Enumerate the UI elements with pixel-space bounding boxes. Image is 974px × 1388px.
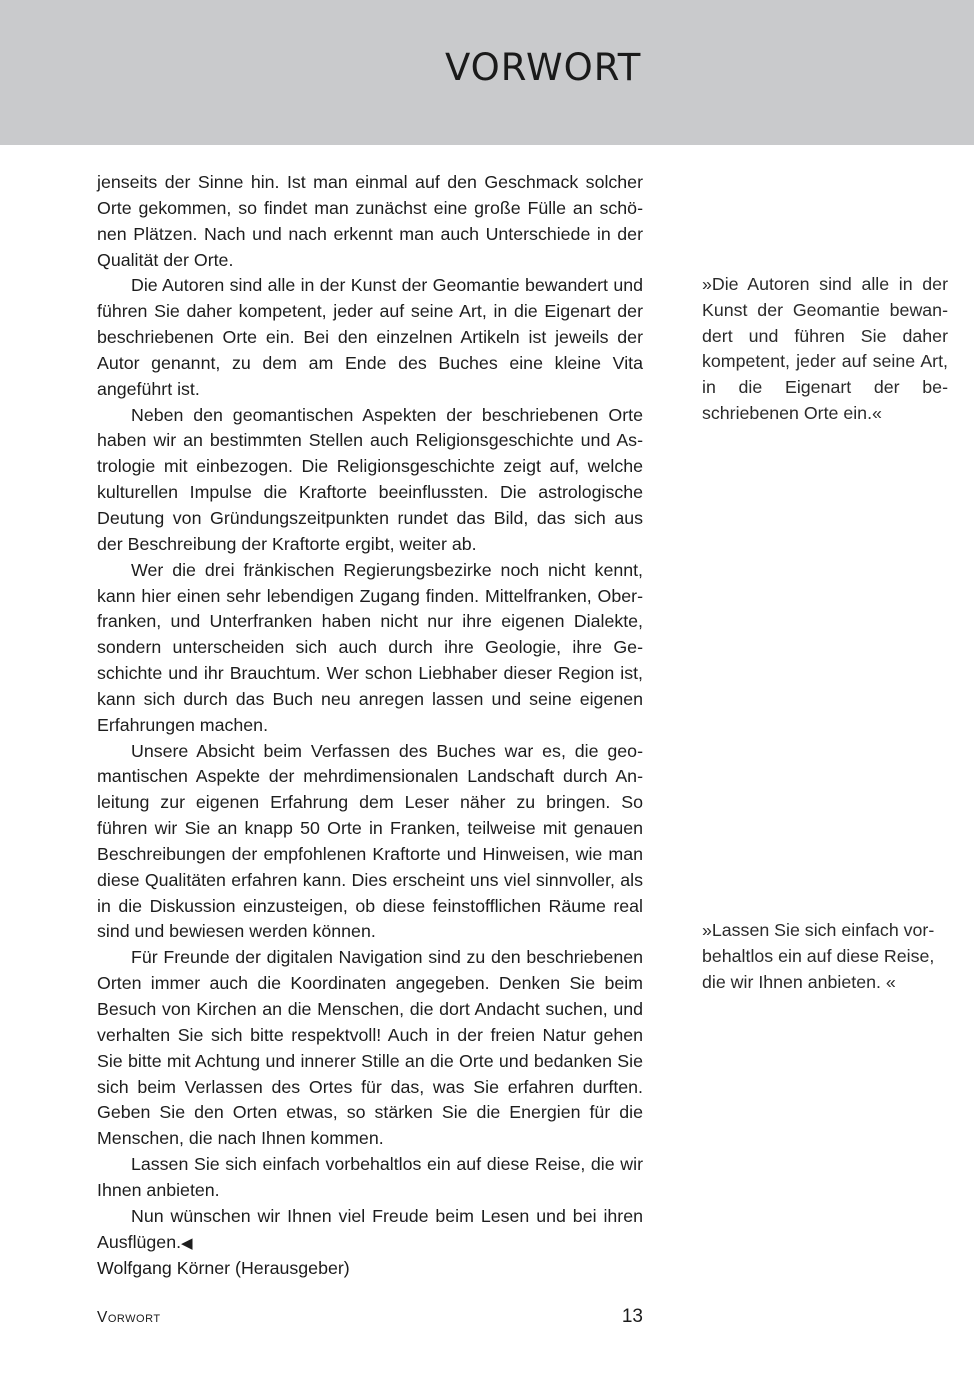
editor-signature: Wolfgang Körner (Herausgeber) bbox=[97, 1258, 350, 1278]
paragraph: Lassen Sie sich einfach vorbehaltlos ein auf diese Reise, die wir Ihnen anbieten. bbox=[97, 1154, 643, 1200]
end-mark-icon: ◀ bbox=[181, 1234, 193, 1252]
paragraph: Für Freunde der digitalen Navigation sind zu den beschriebenen Orten immer auch die Koordinaten angegeben. Denken Sie beim Besuch von Kirchen an die Menschen, die dort Andacht suchen, und verhalten Sie sich bitte respektvoll! Auch in der freien Natur gehen Sie bitte mit Achtung und innerer Stille an die Orte und bedanken Sie sich beim Verlassen des Ortes für das, was Sie erfahren durften. Geben Sie den Orten etwas, so stärken Sie die Energien für die Menschen, die nach Ihnen kommen. bbox=[97, 947, 643, 1149]
chapter-header-band bbox=[0, 0, 974, 145]
pullquote-journey: »Lassen Sie sich einfach vorbehaltlos ein auf diese Reise, die wir Ihnen anbieten. « bbox=[702, 920, 935, 992]
paragraph-final-text: Nun wünschen wir Ihnen viel Freude beim Lesen und bei ihren Ausflügen. bbox=[97, 1205, 643, 1252]
paragraph: Wer die drei fränkischen Regierungsbezirke noch nicht kennt, kann hier einen sehr lebendigen Zugang finden. Mittelfranken, Oberfranken, und Unterfranken haben nicht nur ihre eigenen Dialekte, sondern unterscheiden sich auch durch ihre Geologie, ihre Geschichte und ihr Brauchtum. Wer schon Liebhaber dieser Region ist, kann sich durch das Buch neu anregen lassen und seine eigenen Erfahrungen machen. bbox=[97, 559, 643, 735]
paragraph: Neben den geomantischen Aspekten der beschriebenen Orte haben wir an bestimmten Stellen auch Religionsgeschichte und Astrologie mit einbezogen. Die Religionsgeschichte zeigt auf, welche kulturellen Impulse die Kraftorte beeinflussten. Die astrologische Deutung von Gründungszeitpunkten rundet das Bild, das sich aus der Beschreibung der Kraftorte ergibt, weiter ab. bbox=[97, 404, 643, 554]
chapter-title: VORWORT bbox=[445, 46, 642, 89]
page-number: 13 bbox=[621, 1306, 643, 1327]
paragraph: jenseits der Sinne hin. Ist man einmal auf den Geschmack solcher Orte gekommen, so findet man zunächst eine große Fülle an schönen Plätzen. Nach und nach erkennt man auch Unterschiede in der Qualität der Orte. bbox=[97, 172, 643, 270]
main-text-column bbox=[97, 170, 643, 1256]
pullquote-authors: »Die Autoren sind alle in der Kunst der Geomantie bewandert und führen Sie daher kompetent, jeder auf seine Art, in die Eigenart der beschriebenen Orte ein.« bbox=[702, 274, 948, 423]
running-footer-section: Vorwort bbox=[97, 1309, 161, 1326]
paragraph: Die Autoren sind alle in der Kunst der Geomantie bewandert und führen Sie daher kompetent, jeder auf seine Art, in die Eigenart der beschriebenen Orte ein. Bei den einzelnen Artikeln ist jeweils der Autor genannt, zu dem am Ende des Buches eine kleine Vita angeführt ist. bbox=[97, 275, 643, 399]
paragraph: Unsere Absicht beim Verfassen des Buches war es, die geomantischen Aspekte der mehrdimensionalen Landschaft durch Anleitung zur eigenen Erfahrung dem Leser näher zu bringen. So führen wir Sie an knapp 50 Orte in Franken, teilweise mit genauen Beschreibungen der empfohlenen Kraftorte und Hinweisen, wie man diese Qualitäten erfahren kann. Dies erscheint uns viel sinnvoller, als in die Diskussion einzusteigen, ob diese feinstofflichen Räume real sind und bewiesen werden können. bbox=[97, 740, 643, 942]
paragraph-final bbox=[97, 1204, 643, 1257]
